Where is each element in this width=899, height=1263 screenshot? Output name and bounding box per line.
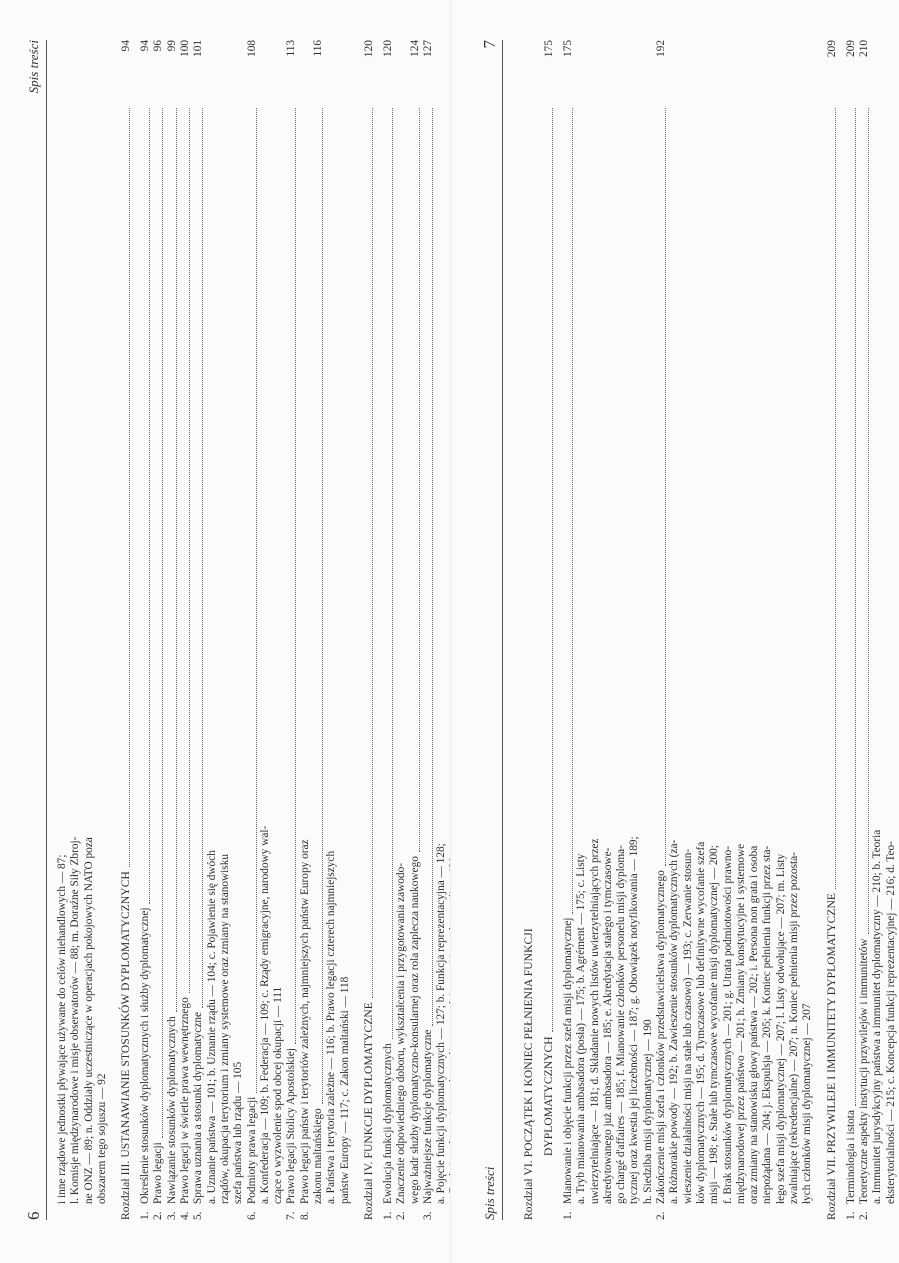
toc-entry xyxy=(655,40,668,1220)
page-ref: 116 xyxy=(312,40,325,57)
dot-leader xyxy=(542,108,553,1032)
page-ref: 94 xyxy=(120,40,133,52)
page-ref: 124 xyxy=(408,40,421,57)
entry-text: łych członków misji dyplomatycznej — 207 xyxy=(801,1003,814,1204)
running-title: Spis treści xyxy=(26,40,41,94)
right-page-rotated xyxy=(478,40,898,1220)
toc-entry xyxy=(422,40,435,1220)
entry-text: Zakończenie misji szefa i członków przedstawicielstwa dyplomatycznego xyxy=(655,870,668,1204)
toc-subentry xyxy=(788,40,801,1220)
toc-subentry xyxy=(602,40,615,1220)
toc-entry xyxy=(562,40,575,1220)
page-ref: 192 xyxy=(655,40,668,57)
left-page-rotated xyxy=(22,40,451,1220)
toc-subentry xyxy=(206,40,219,1220)
dot-leader xyxy=(312,108,323,1104)
toc-entry xyxy=(139,40,152,1220)
entry-number: 2. xyxy=(395,1211,408,1220)
entry-text: rządów, okupacja terytorium i zmiany systemowe oraz zmiany na stanowisku xyxy=(218,854,231,1204)
entry-text: ków dyplomatycznych — 195; d. Tymczasowe lub definitywne wycofanie szefa xyxy=(694,841,707,1204)
entry-text: a. Państwa i terytoria zależne — 116; b. Prawo legacji czterech najmniejszych xyxy=(325,850,338,1204)
entry-number: 2. xyxy=(152,1211,165,1220)
entry-text: a. Uznanie państwa — 101; b. Uznanie rządu — 104; c. Pojawienie się dwóch xyxy=(205,850,218,1204)
entry-text: Mianowanie i objęcie funkcji przez szefa misji dyplomatycznej xyxy=(562,917,574,1204)
entry-text: h. Siedziba misji dyplomatycznej — 190 xyxy=(641,1019,654,1204)
toc-entry xyxy=(285,40,298,1220)
entry-text: Sprawa uznania a stosunki dyplomatyczne xyxy=(192,1012,205,1204)
entry-text: l. Komisje międzynarodowe i misje obserwatorów — 88; m. Doraźne Siły Zbroj- xyxy=(69,836,82,1204)
chapter-heading xyxy=(522,40,536,1220)
toc-subentry xyxy=(668,40,681,1220)
left-page-header xyxy=(24,40,48,1220)
toc-subentry xyxy=(325,40,338,1220)
entry-text: Teoretyczne aspekty instytucji przywilejów i immunitetów xyxy=(857,938,870,1204)
entry-text: f. Brak stosunków dyplomatycznych — 201; g. Utrata podmiotowości prawno- xyxy=(721,846,734,1204)
page-ref: 101 xyxy=(192,40,205,57)
dot-leader xyxy=(152,108,163,1138)
entry-text: Prawo legacji xyxy=(152,1142,165,1204)
entry-text: a. Tryb mianowania ambasadora (posła) — 175; b. Agrément — 175; c. Listy xyxy=(575,853,588,1204)
entry-text: wego kadr służby dyplomatyczno-konsularnej oraz rola zaplecza naukowego xyxy=(408,856,421,1204)
chapter-heading xyxy=(362,40,376,1220)
entry-number: 6. xyxy=(245,1211,258,1220)
page-ref: 120 xyxy=(381,40,394,57)
entry-text: c. Funkcja ochrony interesów państwa wysyłającego jego obywateli 130; xyxy=(448,853,451,1204)
entry-text: a. Różnorakie powody — 192; b. Zawieszenie stosunków dyplomatycznych (za- xyxy=(668,839,681,1204)
toc-subentry xyxy=(312,40,325,1220)
toc-subentry xyxy=(708,40,721,1220)
toc-subentry xyxy=(695,40,708,1220)
toc-subentry xyxy=(232,40,245,1220)
toc-subentry xyxy=(409,40,422,1220)
dot-leader xyxy=(139,108,150,904)
entry-number: 7. xyxy=(285,1211,298,1220)
toc-entry xyxy=(382,40,395,1220)
entry-text: eksterytorialności — 215; c. Koncepcja funkcji reprezentacyjnej — 216; d. Teo- xyxy=(884,841,897,1204)
toc-entry xyxy=(246,40,259,1220)
dot-leader xyxy=(409,108,420,852)
page-ref: 94 xyxy=(139,40,152,52)
dot-leader xyxy=(655,108,666,866)
dot-leader xyxy=(845,108,856,1106)
toc-subentry xyxy=(801,40,814,1220)
right-page xyxy=(450,0,899,1263)
toc-subentry xyxy=(642,40,655,1220)
toc-subentry xyxy=(735,40,748,1220)
entry-number: 5. xyxy=(192,1211,205,1220)
entry-text: a. Immunitet jurysdykcyjny państwa a immunitet dyplomatyczny — 210; b. Teoria xyxy=(871,829,884,1204)
entry-text: Rozdział IV. FUNKCJE DYPLOMATYCZNE xyxy=(362,1002,375,1220)
entry-text: międzynarodowej przez państwo — 201; h. Zmiany konstytucyjne i systemowe xyxy=(734,843,747,1204)
entry-text: Znaczenie odpowiedniego doboru, wykształcenia i przygotowania zawodo- xyxy=(395,863,408,1204)
toc-entry xyxy=(845,40,858,1220)
entry-number: 2. xyxy=(655,1211,668,1220)
entry-text: Terminologia i istota xyxy=(844,1110,857,1204)
entry-number: 1. xyxy=(381,1211,394,1220)
toc-subentry xyxy=(628,40,641,1220)
dot-leader xyxy=(858,108,869,934)
entry-number: 1. xyxy=(844,1211,857,1220)
chapter-heading xyxy=(542,40,556,1220)
page-ref: 100 xyxy=(179,40,192,57)
toc-subentry xyxy=(272,40,285,1220)
toc-subentry xyxy=(575,40,588,1220)
entry-text: obszarem tego sojuszu — 92 xyxy=(95,1073,108,1204)
toc-subentry xyxy=(885,40,898,1220)
dot-leader xyxy=(166,108,177,1012)
toc-entry xyxy=(152,40,165,1220)
dot-leader xyxy=(382,108,393,1039)
entry-text: DYPLOMATYCZNYCH xyxy=(543,1036,555,1156)
page-ref: 209 xyxy=(844,40,857,57)
entry-text: akredytowanego już ambasadora — 185; e. Akredytacja stałego i tymczasowe- xyxy=(601,847,614,1204)
running-title: Spis treści xyxy=(482,1166,497,1220)
entry-text: a. Konfederacja — 109; b. Federacja — 109; c. Rządy emigracyjne, narodowy wal- xyxy=(258,825,271,1204)
entry-text: Ewolucja funkcji dyplomatycznych xyxy=(381,1043,394,1204)
entry-text: Podmioty prawa legacji xyxy=(245,1096,258,1204)
page-ref: 96 xyxy=(152,40,165,52)
toc-subentry xyxy=(339,40,352,1220)
chapter-heading xyxy=(119,40,133,1220)
entry-text: Określenie stosunków dyplomatycznych i służby dyplomatycznej xyxy=(139,907,152,1204)
entry-text: zwalniające (rekredencjalne) — 207; n. Koniec pełnienia misji przez pozosta- xyxy=(788,852,801,1204)
entry-text: uwierzytelniające — 181; d. Składanie nowych listów uwierzytelniających przez xyxy=(588,838,601,1204)
page-number: 6 xyxy=(24,1211,43,1220)
dot-leader xyxy=(422,108,433,1026)
toc-subentry xyxy=(589,40,602,1220)
toc-subentry xyxy=(748,40,761,1220)
toc-subentry xyxy=(219,40,232,1220)
entry-text: Prawo legacji w świetle prawa wewnętrznego xyxy=(179,997,192,1204)
entry-text: Prawo legacji Stolicy Apostolskiej xyxy=(285,1048,298,1204)
dot-leader xyxy=(179,108,190,993)
entry-text: oraz zmiany na stanowisku głowy państwa — 202; i. Persona non grata i osoba xyxy=(748,845,761,1204)
toc-body xyxy=(56,40,451,1220)
entry-text: wieszenie działalności misji na stałe lub czasowo) — 193; c. Zerwanie stosun- xyxy=(681,848,694,1204)
entry-text: łego szefa misji dyplomatycznej — 207; l. Listy odwołujące — 207; m. Listy xyxy=(774,853,787,1204)
entry-text: Rozdział VI. POCZĄTEK I KONIEC PEŁNIENIA FUNKCJI xyxy=(523,928,535,1220)
entry-number: 8. xyxy=(298,1211,311,1220)
toc-subentry xyxy=(259,40,272,1220)
dot-leader xyxy=(119,108,130,867)
toc-entry xyxy=(395,40,408,1220)
entry-text: ne ONZ — 89; n. Oddziały uczestniczące w operacjach pokojowych NATO poza xyxy=(82,837,95,1204)
entry-number: 1. xyxy=(139,1211,152,1220)
entry-text: Najważniejsze funkcje dyplomatyczne xyxy=(421,1029,434,1204)
toc-entry xyxy=(192,40,205,1220)
page-ref: 127 xyxy=(421,40,434,57)
toc-subentry xyxy=(96,40,109,1220)
entry-text: misji — 198; e. Stałe lub tymczasowe wycofanie misji dyplomatycznej — 200; xyxy=(708,845,721,1204)
page-ref: 175 xyxy=(543,40,555,58)
toc-subentry xyxy=(83,40,96,1220)
entry-text: czące o wyzwolenie spod obcej okupacji — 111 xyxy=(272,986,285,1204)
toc-entry xyxy=(179,40,192,1220)
toc-entry xyxy=(299,40,312,1220)
page-number: 7 xyxy=(480,40,499,49)
toc-subentry xyxy=(435,40,448,1220)
chapter-heading xyxy=(825,40,839,1220)
entry-text: tycznej oraz kwestia jej liczebności — 187; g. Obowiązek notyfikowania — 189; xyxy=(628,836,641,1204)
header-rule xyxy=(502,40,503,1220)
toc-entry xyxy=(858,40,871,1220)
entry-number: 1. xyxy=(562,1211,574,1220)
page-ref: 120 xyxy=(362,40,375,58)
dot-leader xyxy=(362,108,373,998)
entry-text: szefa państwa lub rządu — 105 xyxy=(232,1061,245,1204)
dot-leader xyxy=(825,108,836,889)
entry-text: zakonu maltańskiego xyxy=(312,1108,325,1204)
toc-subentry xyxy=(682,40,695,1220)
dot-leader xyxy=(285,108,296,1044)
entry-text: Rozdział III. USTANAWIANIE STOSUNKÓW DYPLOMATYCZNYCH xyxy=(120,871,133,1220)
toc-body xyxy=(512,40,898,1220)
entry-text: niepożądana — 204; j. Ekspulsja — 205; k. Koniec pełnienia funkcji przez sta- xyxy=(761,845,774,1204)
entry-text: Nawiązanie stosunków dyplomatycznych xyxy=(165,1016,178,1204)
header-rule xyxy=(46,40,47,1220)
entry-text: państw Europy — 117; c. Zakon maltański — 118 xyxy=(338,976,351,1204)
page-ref: 99 xyxy=(165,40,178,52)
toc-subentry xyxy=(761,40,774,1220)
page-ref: 209 xyxy=(825,40,838,58)
toc-subentry xyxy=(775,40,788,1220)
entry-number: 4. xyxy=(179,1211,192,1220)
dot-leader xyxy=(192,108,203,1008)
toc-subentry xyxy=(722,40,735,1220)
entry-number: 2. xyxy=(857,1211,870,1220)
right-page-header xyxy=(480,40,504,1220)
page-ref: 113 xyxy=(285,40,298,57)
entry-number: 3. xyxy=(421,1211,434,1220)
entry-text: Rozdział VII. PRZYWILEJE I IMMUNITETY DYPLOMATYCZNE xyxy=(825,892,838,1220)
entry-text: go chargé d'affaires — 185; f. Mianowanie członków personelu misji dyploma- xyxy=(615,845,628,1204)
page-ref: 210 xyxy=(857,40,870,57)
entry-text: Prawo legacji państw i terytoriów zależnych, najmniejszych państw Europy oraz xyxy=(298,839,311,1204)
page-ref: 175 xyxy=(562,40,574,57)
entry-number: 3. xyxy=(165,1211,178,1220)
dot-leader xyxy=(246,108,257,1093)
dot-leader xyxy=(562,108,573,914)
toc-entry xyxy=(166,40,179,1220)
toc-subentry xyxy=(56,40,69,1220)
entry-text: a. Pojęcie funkcji dyplomatycznych — 127; b. Funkcja reprezentacyjna — 128; xyxy=(435,843,448,1204)
toc-subentry xyxy=(615,40,628,1220)
page-ref: 108 xyxy=(245,40,258,57)
toc-subentry xyxy=(871,40,884,1220)
toc-subentry xyxy=(69,40,82,1220)
entry-text: i inne rządowe jednostki pływające używane do celów niehandlowych — 87; xyxy=(56,854,68,1204)
